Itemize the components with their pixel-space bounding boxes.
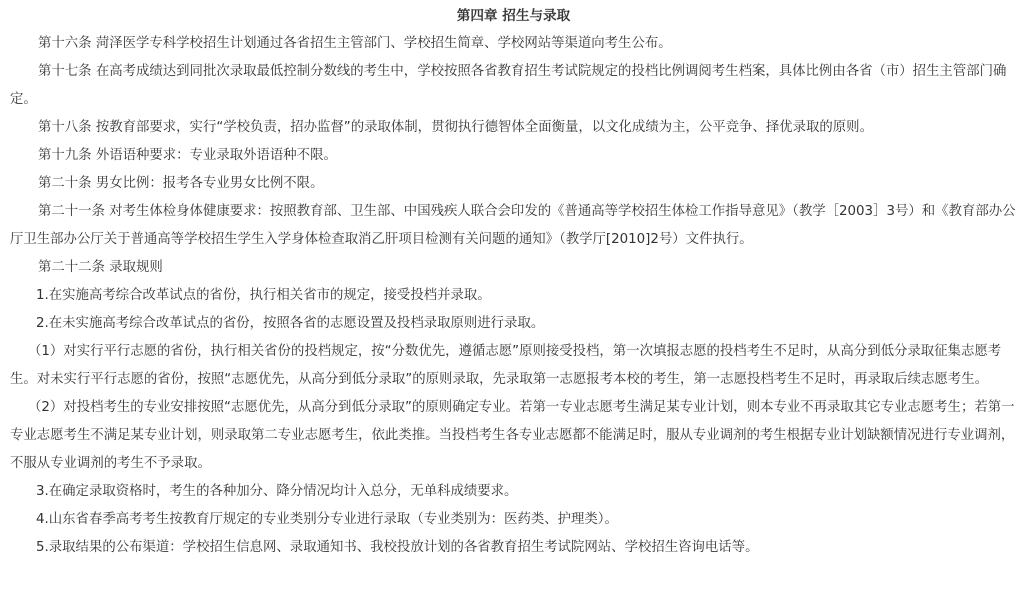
article-16: 第十六条 菏泽医学专科学校招生计划通过各省招生主管部门、学校招生简章、学校网站等渠道向考生公布。 [38,36,672,51]
rule-2-sub-1: （1）对实行平行志愿的省份，执行相关省份的投档规定，按“分数优先，遵循志愿”原则接受投档，第一次填报志愿的投档考生不足时，从高分到低分录取征集志愿考生。对未实行平行志愿的省份，按照“志愿优先，从高分到低分录取”的原则录取，先录取第一志愿报考本校的考生，第一志愿投档考生不足时，再录取后续志愿考生。 [10,344,1002,387]
article-18: 第十八条 按教育部要求，实行“学校负责，招办监督”的录取体制，贯彻执行德智体全面衡量，以文化成绩为主，公平竞争、择优录取的原则。 [38,120,873,135]
chapter-title: 第四章 招生与录取 [456,8,571,24]
rule-5: 5.录取结果的公布渠道：学校招生信息网、录取通知书、我校投放计划的各省教育招生考试院网站、学校招生咨询电话等。 [36,540,759,555]
article-19: 第十九条 外语语种要求：专业录取外语语种不限。 [38,148,337,163]
article-22-heading: 第二十二条 录取规则 [38,260,163,275]
rule-4: 4.山东省春季高考考生按教育厅规定的专业类别分专业进行录取（专业类别为：医药类、护理类）。 [36,512,618,527]
rule-2-sub-2: （2）对投档考生的专业安排按照“志愿优先，从高分到低分录取”的原则确定专业。若第一专业志愿考生满足某专业计划，则本专业不再录取其它专业志愿考生；若第一专业志愿考生不满足某专业计划，则录取第二专业志愿考生，依此类推。当投档考生各专业志愿都不能满足时，服从专业调剂的考生根据专业计划缺额情况进行专业调剂，不服从专业调剂的考生不予录取。 [10,400,1015,471]
article-20: 第二十条 男女比例：报考各专业男女比例不限。 [38,176,324,191]
article-17: 第十七条 在高考成绩达到同批次录取最低控制分数线的考生中，学校按照各省教育招生考试院规定的投档比例调阅考生档案，具体比例由各省（市）招生主管部门确定。 [10,64,1007,107]
rule-2: 2.在未实施高考综合改革试点的省份，按照各省的志愿设置及投档录取原则进行录取。 [36,316,545,331]
article-21: 第二十一条 对考生体检身体健康要求：按照教育部、卫生部、中国残疾人联合会印发的《普通高等学校招生体检工作指导意见》（教学［2003］3号）和《教育部办公厅卫生部办公厅关于普通高等学校招生学生入学身体检查取消乙肝项目检测有关问题的通知》（教学厅[2010]2号）文件执行。 [10,204,1016,247]
rule-3: 3.在确定录取资格时，考生的各种加分、降分情况均计入总分，无单科成绩要求。 [36,484,518,499]
rule-1: 1.在实施高考综合改革试点的省份，执行相关省市的规定，接受投档并录取。 [36,288,491,303]
